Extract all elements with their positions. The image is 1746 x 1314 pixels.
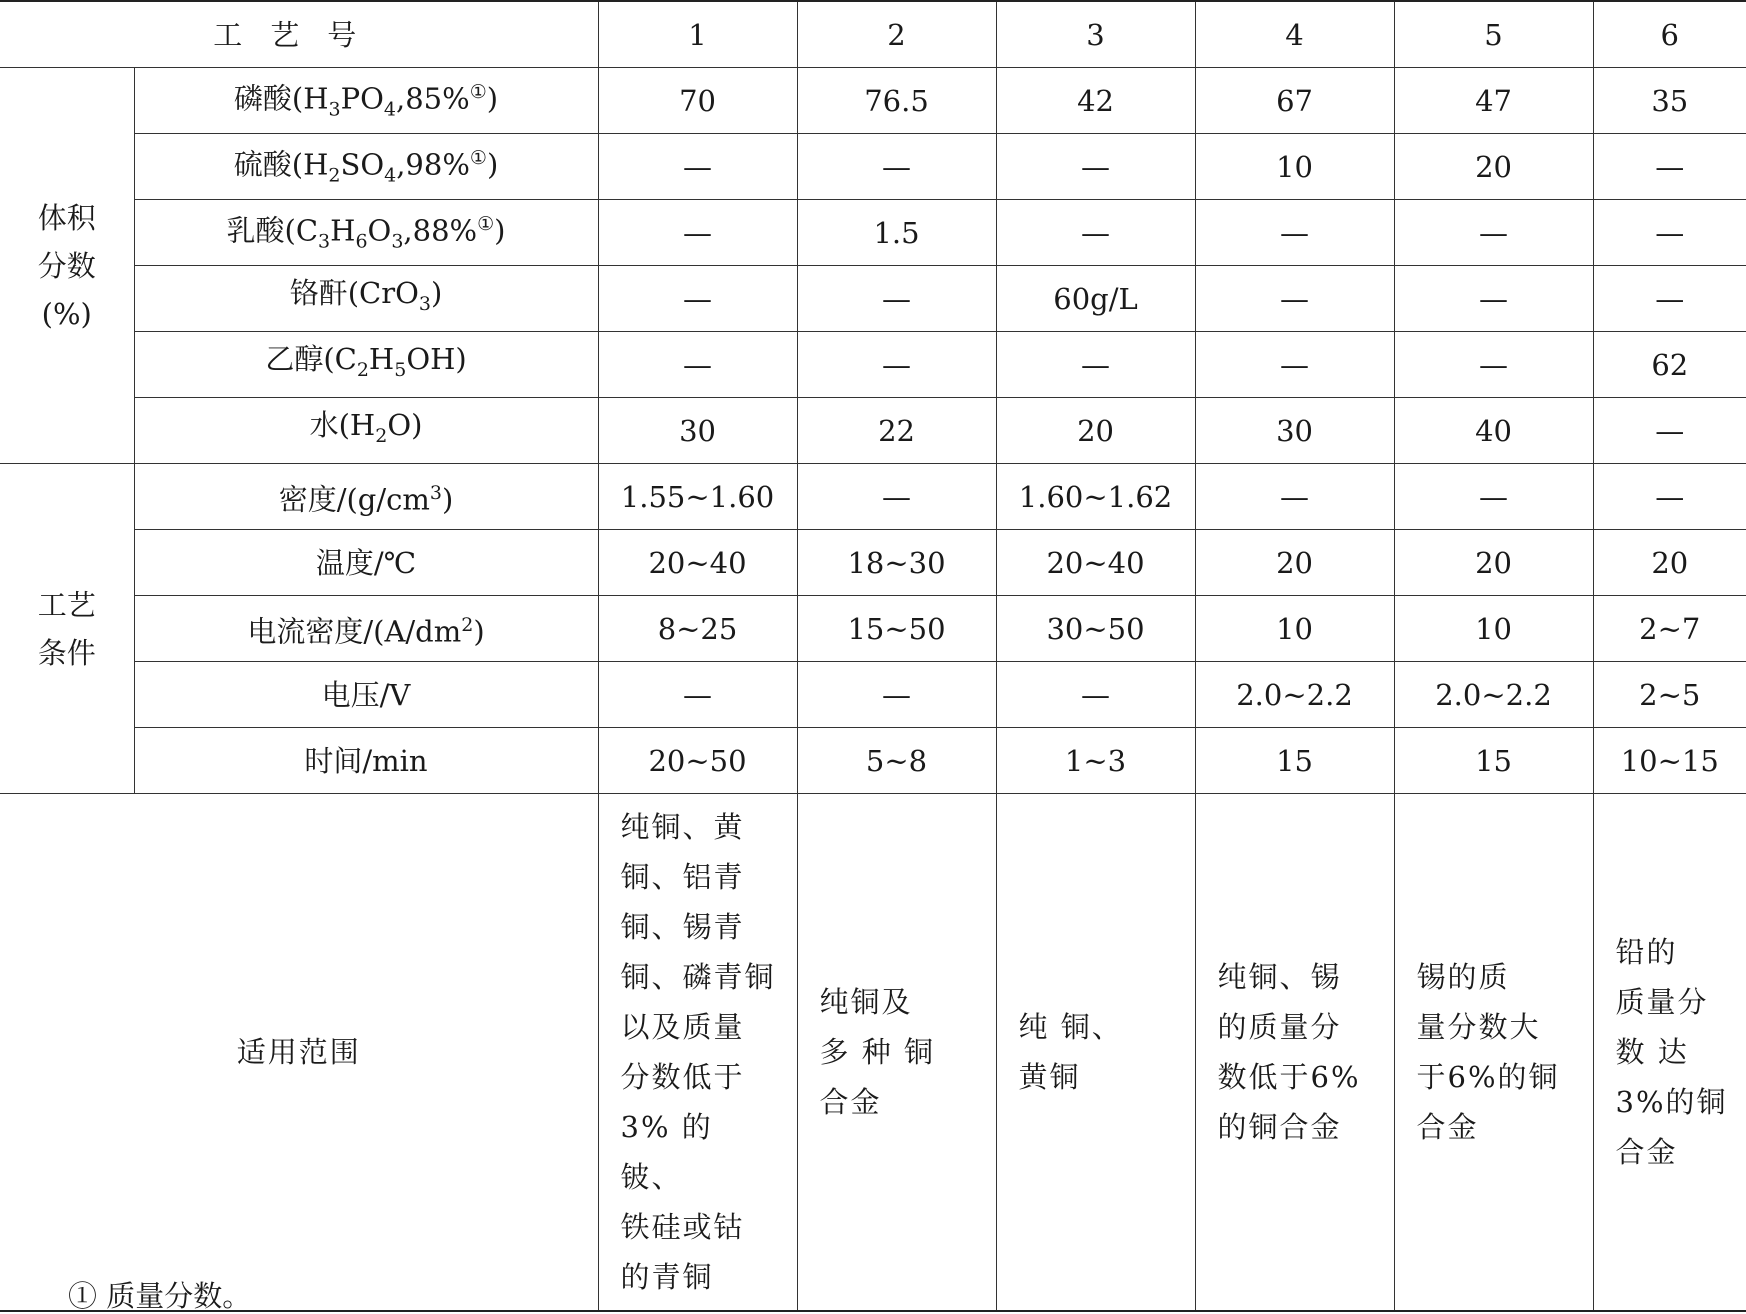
scope-line: 3% 的 铍、 [620,1110,713,1194]
scope-cell [996,794,1195,1312]
cell: — [1195,464,1394,530]
scope-line: 量分数大 [1416,1010,1541,1044]
cell: 10~15 [1593,728,1746,794]
cell: 15 [1394,728,1593,794]
cell: — [996,662,1195,728]
cell: 1.60~1.62 [996,464,1195,530]
cell: — [1593,134,1746,200]
cell: — [1195,332,1394,398]
time-label: 时间/min [134,728,598,794]
cell: — [1394,200,1593,266]
scope-line: 铜、铝青 [620,860,745,894]
scope-line: 铜、磷青铜 [620,960,776,994]
scope-line: 质量分 [1615,985,1709,1019]
current-density-label: 电流密度$/(A/dm^2)$ [134,596,598,662]
scope-cell [797,794,996,1312]
cell: 42 [996,68,1195,134]
process-2-header: 2 [797,1,996,68]
scope-line: 纯 铜、 [1018,1010,1123,1044]
cell: — [1394,266,1593,332]
header-label: 工艺号 [0,1,598,68]
cell: 30 [1195,398,1394,464]
ethanol-row [0,332,1746,398]
scope-row [0,794,1746,1312]
cell: 20~40 [996,530,1195,596]
cell: 20~40 [598,530,797,596]
scope-line: 于6%的铜 [1416,1060,1560,1094]
cell: — [1394,332,1593,398]
cell: — [1593,464,1746,530]
scope-line: 分数低于 [620,1060,745,1094]
cell: 1~3 [996,728,1195,794]
cell: 1.5 [797,200,996,266]
density-label: 密度$/(g/cm^3)$ [134,464,598,530]
process-5-header: 5 [1394,1,1593,68]
cell: 20 [1394,134,1593,200]
scope-line: 多 种 铜 [819,1035,935,1069]
scope-cell [1593,794,1746,1312]
cell: — [1195,200,1394,266]
lactic-acid-row [0,200,1746,266]
scope-cell [1394,794,1593,1312]
cell: 70 [598,68,797,134]
cell: 8~25 [598,596,797,662]
cell: — [1195,266,1394,332]
cell: 67 [1195,68,1394,134]
chromic-anhydride-row [0,266,1746,332]
phosphoric-acid-label: 磷酸$(H_3PO_4,85\%^①)$ [134,68,598,134]
cell: 1.55~1.60 [598,464,797,530]
cell: 20 [1394,530,1593,596]
scope-line: 纯铜、锡 [1217,960,1342,994]
scope-line: 数低于6% [1217,1060,1361,1094]
lactic-acid-label: 乳酸$(C_3H_6O_3,88\%^①)$ [134,200,598,266]
cell: 62 [1593,332,1746,398]
cell: 20~50 [598,728,797,794]
cell: — [598,662,797,728]
cell: 2.0~2.2 [1195,662,1394,728]
cell: 22 [797,398,996,464]
scope-line: 铜、锡青 [620,910,745,944]
cell: 20 [1593,530,1746,596]
cell: — [1593,398,1746,464]
cell: 30 [598,398,797,464]
volume-fraction-group: 体积 分数 (%) [0,68,134,464]
cell: — [797,464,996,530]
water-row [0,398,1746,464]
cell: 20 [996,398,1195,464]
scope-line: 的铜合金 [1217,1110,1342,1144]
cell: — [797,266,996,332]
scope-line: 的青铜 [620,1260,714,1294]
cell: — [797,134,996,200]
phosphoric-acid-row [0,68,1746,134]
cell: — [797,662,996,728]
cell: — [1593,266,1746,332]
cell: — [1593,200,1746,266]
cell: — [1394,464,1593,530]
cell: — [797,332,996,398]
chromic-anhydride-label: 铬酐(CrO$_3$) [134,266,598,332]
scope-cell [1195,794,1394,1312]
cell: 30~50 [996,596,1195,662]
scope-line: 合金 [1615,1135,1678,1169]
sulfuric-acid-label: 硫酸$(H_2SO_4,98\%^①)$ [134,134,598,200]
cell: 5~8 [797,728,996,794]
cell: — [598,332,797,398]
scope-label: 适用范围 [0,794,598,1312]
cell: — [598,200,797,266]
scope-line: 的质量分 [1217,1010,1342,1044]
footnote: ① 质量分数。 [68,1279,252,1313]
scope-line: 锡的质 [1416,960,1510,994]
cell: 15~50 [797,596,996,662]
cell: 15 [1195,728,1394,794]
process-3-header: 3 [996,1,1195,68]
cell: 35 [1593,68,1746,134]
cell: 20 [1195,530,1394,596]
cell: 40 [1394,398,1593,464]
density-row [0,464,1746,530]
scope-line: 以及质量 [620,1010,745,1044]
cell: 60g/L [996,266,1195,332]
voltage-label: 电压/V [134,662,598,728]
scope-line: 合金 [819,1085,882,1119]
cell: 2~5 [1593,662,1746,728]
water-label: 水$(H_2O)$ [134,398,598,464]
cell: — [598,134,797,200]
scope-line: 铁硅或钴 [620,1210,745,1244]
ethanol-label: 乙醇$(C_2H_5OH)$ [134,332,598,398]
cell: — [996,134,1195,200]
cell: — [598,266,797,332]
process-conditions-group: 工艺 条件 [0,464,134,794]
cell: 10 [1394,596,1593,662]
scope-line: 纯铜及 [819,985,913,1019]
temperature-row [0,530,1746,596]
scope-line: 合金 [1416,1110,1479,1144]
voltage-row [0,662,1746,728]
scope-line: 铅的 [1615,935,1678,969]
process-6-header: 6 [1593,1,1746,68]
time-row [0,728,1746,794]
cell: 47 [1394,68,1593,134]
cell: — [996,332,1195,398]
scope-line: 黄铜 [1018,1060,1081,1094]
scope-line: 3%的铜 [1615,1085,1728,1119]
process-1-header: 1 [598,1,797,68]
cell: 10 [1195,134,1394,200]
cell: 10 [1195,596,1394,662]
process-4-header: 4 [1195,1,1394,68]
current-density-row [0,596,1746,662]
cell: 2.0~2.2 [1394,662,1593,728]
cell: 2~7 [1593,596,1746,662]
cell: 18~30 [797,530,996,596]
header-row [0,1,1746,68]
cell: 76.5 [797,68,996,134]
sulfuric-acid-row [0,134,1746,200]
scope-line: 纯铜、黄 [620,810,745,844]
scope-line: 数 达 [1615,1035,1689,1069]
scope-cell [598,794,797,1312]
temperature-label: 温度/℃ [134,530,598,596]
cell: — [996,200,1195,266]
